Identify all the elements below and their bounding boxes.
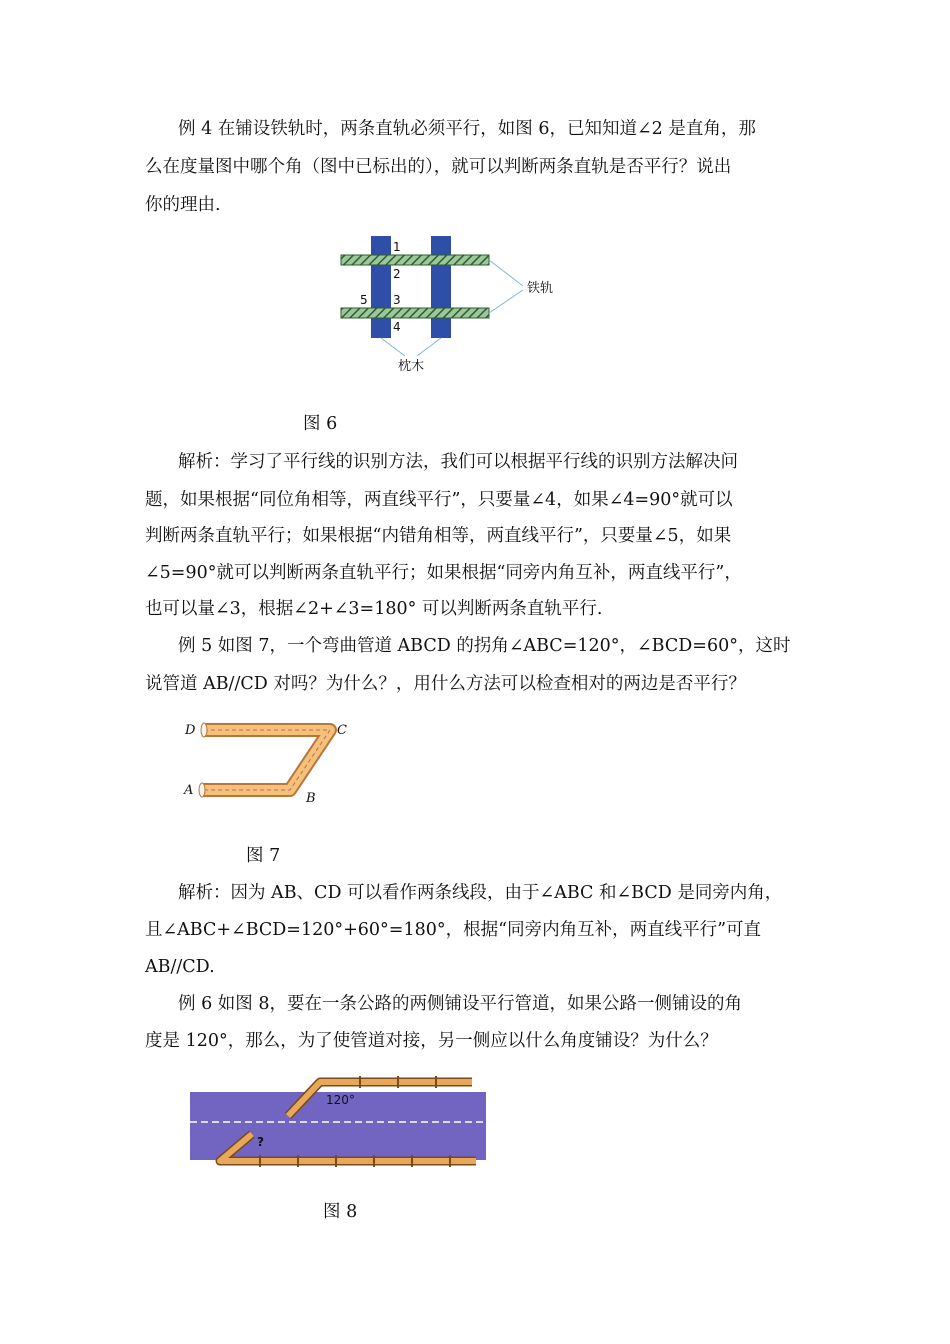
example5-line-1: 例 5 如图 7，一个弯曲管道 ABCD 的拐角∠ABC=120°，∠BCD=60°，这时 [178, 636, 791, 656]
point-label-d: D [185, 723, 196, 738]
figure-6-caption: 图 6 [303, 414, 338, 434]
point-label-c: C [337, 723, 347, 738]
rail-leader-top [489, 260, 523, 286]
figure-8-road [180, 1070, 490, 1180]
example6-line-2: 度是 120°，那么，为了使管道对接，另一侧应以什么角度铺设？为什么？ [145, 1031, 718, 1051]
angle-label-4: 4 [393, 320, 401, 334]
angle-label-120: 120° [326, 1093, 355, 1107]
rail-top [341, 255, 489, 265]
example5-analysis-line-2: 且∠ABC+∠BCD=120°+60°=180°，根据“同旁内角互补，两直线平行”可直 [145, 920, 762, 940]
example4-analysis-line-3: 判断两条直轨平行；如果根据“内错角相等，两直线平行”，只要量∠5，如果 [145, 526, 732, 546]
example5-analysis-line-3: AB//CD. [145, 957, 215, 977]
example4-analysis-line-2: 题，如果根据“同位角相等，两直线平行”，只要量∠4，如果∠4=90°就可以 [145, 490, 733, 510]
point-label-a: A [184, 783, 194, 798]
angle-label-unknown: ? [257, 1135, 264, 1149]
sleeper-leader-right [417, 338, 441, 356]
sleeper-right [431, 236, 451, 338]
pipe-end-d [201, 723, 207, 737]
angle-label-3: 3 [393, 293, 401, 307]
sleeper-left [371, 236, 391, 338]
rail-leader-bottom [489, 290, 523, 313]
point-label-b: B [306, 791, 316, 806]
figure-7-pipe [180, 710, 370, 810]
example4-line-3: 你的理由. [145, 195, 221, 215]
example5-analysis-line-1: 解析：因为 AB、CD 可以看作两条线段，由于∠ABC 和∠BCD 是同旁内角， [178, 883, 783, 903]
angle-label-5: 5 [360, 293, 368, 307]
figure-8-caption: 图 8 [323, 1202, 358, 1222]
figure-7-caption: 图 7 [246, 846, 281, 866]
angle-label-2: 2 [393, 267, 401, 281]
sleeper-leader-left [381, 338, 405, 356]
rail-bottom [341, 308, 489, 318]
example4-line-1: 例 4 在铺设铁轨时，两条直轨必须平行，如图 6，已知知道∠2 是直角，那 [178, 119, 756, 139]
example4-line-2: 么在度量图中哪个角（图中已标出的），就可以判断两条直轨是否平行？说出 [145, 157, 732, 177]
example4-analysis-line-5: 也可以量∠3，根据∠2+∠3=180° 可以判断两条直轨平行. [145, 599, 603, 619]
figure-6-railway [335, 230, 575, 380]
example6-line-1: 例 6 如图 8，要在一条公路的两侧铺设平行管道，如果公路一侧铺设的角 [178, 994, 742, 1014]
pipe-end-a [199, 783, 205, 797]
rail-label: 铁轨 [527, 281, 554, 296]
example4-analysis-line-1: 解析：学习了平行线的识别方法，我们可以根据平行线的识别方法解决问 [178, 452, 738, 472]
example4-analysis-line-4: ∠5=90°就可以判断两条直轨平行；如果根据“同旁内角互补，两直线平行”， [145, 563, 742, 583]
pipe-fill [202, 730, 330, 790]
sleeper-label: 枕木 [398, 359, 425, 374]
angle-label-1: 1 [393, 240, 401, 254]
example5-line-2: 说管道 AB//CD 对吗？为什么？，用什么方法可以检查相对的两边是否平行？ [145, 674, 746, 694]
